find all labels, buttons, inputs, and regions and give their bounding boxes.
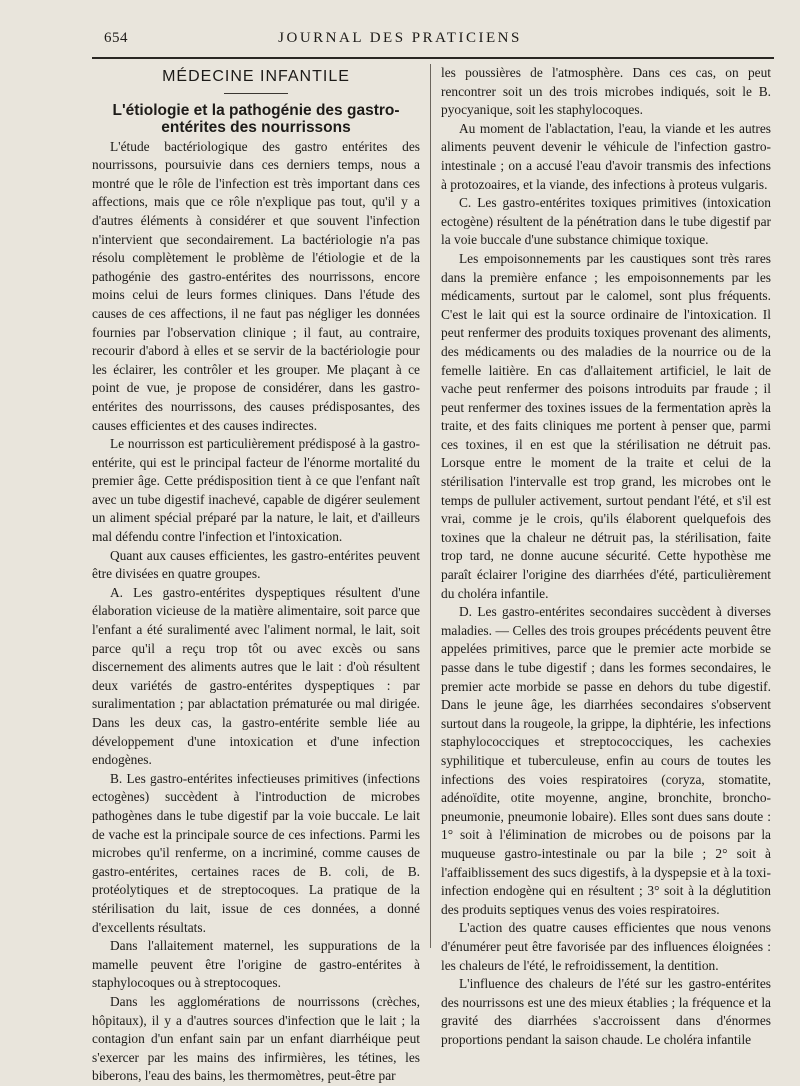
header-rule [92, 57, 774, 59]
left-column [92, 64, 420, 1086]
paragraph: les poussières de l'atmosphère. Dans ces cas, on peut rencontrer soit un des trois microbes indiqués, soit le B. pyocyanique, soit les staphylocoques. [441, 65, 771, 118]
paragraph: Le nourrisson est particulièrement prédisposé à la gastro-entérite, qui est le principal facteur de l'énorme mortalité du premier âge. Cette prédisposition tient à ce que l'enfant naît avec un tube digestif inachevé, capable de digérer seulement un aliment spécial préparé par la nature, le lait, et d'ailleurs mal défendu contre l'infection et l'intoxication. [92, 436, 420, 545]
paragraph: B. Les gastro-entérites infectieuses primitives (infections ectogènes) succèdent à l'introduction de microbes pathogènes dans le tube digestif par la voie buccale. Le lait de vache est la principale source de ces infections. Parmi les microbes qu'il renferme, on a incriminé, comme causes de gastro-entérites, certaines races de B. coli, de B. protéolytiques et de streptocoques. La pratique de la stérilisation du lait, issue de ces données, a donné d'excellents résultats. [92, 770, 420, 935]
paragraph: L'action des quatre causes efficientes que nous venons d'énumérer peut être favorisée par des influences éloignées : les chaleurs de l'été, le refroidissement, la dentition. [441, 920, 771, 973]
paragraph: L'influence des chaleurs de l'été sur les gastro-entérites des nourrissons est une des mieux établies ; la fréquence et la gravité des diarrhées s'accroissent dans d'énormes proportions pendant la saison chaude. Le choléra infantile [441, 976, 771, 1047]
page-header [0, 28, 800, 52]
paragraph: A. Les gastro-entérites dyspeptiques résultent d'une élaboration vicieuse de la matière alimentaire, soit parce que l'enfant a été suralimenté avec l'aliment normal, le lait, soit parce qu'il a reçu trop tôt ou avec excès ou sans discernement des aliments autres que le lait : d'où résultent deux variétés de gastro-entérites dyspeptiques : par suralimentation ; par ablactation prématurée ou mal dirigée. Dans les deux cas, la gastro-entérite semble liée au développement d'une intoxication et d'une infection endogènes. [92, 584, 420, 768]
article-title: L'étiologie et la pathogénie des gastro-entérites des nourrissons [112, 101, 400, 136]
paragraph: Les empoisonnements par les caustiques sont très rares dans la première enfance ; les empoisonnements par les médicaments, surtout par le calomel, sont plus fréquents. C'est le lait qui est la source ordinaire de l'intoxication. Il peut renfermer des produits toxiques provenant des aliments, des médicaments ou des maladies de la nourrice ou de la femelle laitière. En cas d'allaitement artificiel, le lait de vache peut renfermer des poisons introduits par fraude ; il peut renfermer des toxines issues de la fermentation après la traite, et des faits cliniques me portent à penser que, parmi ces toxines, il en est que la stérilisation ne détruit pas. Lorsque entre le moment de la traite et celui de la stérilisation l'intervalle est trop grand, les microbes ont le temps de pulluler activement, surtout pendant l'été, et s'il est vrai, comme je le crois, qu'ils élaborent quelquefois des toxines que la chaleur ne détruit pas, la stérilisation, faite trop tard, ne donne aucune sécurité. Cette hypothèse me paraît éclairer l'origine des diarrhées d'été, particulièrement du choléra infantile. [441, 250, 771, 601]
paragraph: D. Les gastro-entérites secondaires succèdent à diverses maladies. — Celles des trois groupes précédents peuvent être appelées primitives, parce que le premier acte morbide se passe dans le tube digestif ; dans les formes secondaires, le premier acte morbide se passe en dehors du tube digestif. Dans le jeune âge, les diarrhées secondaires s'observent surtout dans la rougeole, la grippe, la diphtérie, les infections staphylococciques et streptococciques, les cachexies syphilitique et tuberculeuse, enfin au cours de toutes les infections des voies respiratoires (coryza, stomatite, adénoïdite, otite moyenne, angine, bronchite, broncho-pneumonie, pneumonie lobaire). Elles sont dues sans doute : 1° soit à l'élimination de microbes ou de poisons par la muqueuse gastro-intestinale ou par la bile ; 2° soit à l'affaiblissement des sucs digestifs, à la dyspepsie et à la toxi-infection endogène qui en résultent ; 3° soit à la déglutition des produits septiques venus des voies respiratoires. [441, 604, 771, 917]
section-rule [224, 93, 288, 94]
column-divider [430, 64, 431, 948]
paragraph: Quant aux causes efficientes, les gastro-entérites peuvent être divisées en quatre groupes. [92, 547, 420, 582]
page-number: 654 [104, 30, 128, 46]
journal-title: JOURNAL DES PRATICIENS [278, 30, 522, 46]
section-title: MÉDECINE INFANTILE [162, 68, 350, 85]
paragraph: L'étude bactériologique des gastro entérites des nourrissons, poursuivie dans ces derniers temps, nous a montré que le rôle de l'infection est très important dans ces affections, mais que ce rôle n'explique pas tout, qu'il y a d'autres éléments à considérer et que souvent l'infection n'intervient que secondairement. La bactériologie n'a pas résolu complètement le problème de l'étiologie et de la pathogénie des gastro-entérites des nourrissons, encore moins celui de leurs formes cliniques. Dans l'étude des causes de ces affections, il ne faut pas négliger les données fournies par l'observation clinique ; il faut, au contraire, recourir d'abord à elles et se servir de la bactériologie pour les éclairer, les contrôler et les grouper. Me plaçant à ce point de vue, je propose de considérer, dans les gastro-entérites des nourrissons, des causes prédisposantes, des causes efficientes et des causes indirectes. [92, 138, 420, 433]
paragraph: Dans l'allaitement maternel, les suppurations de la mamelle peuvent être l'origine de gastro-entérites à staphylocoques ou à streptocoques. [92, 938, 420, 991]
paragraph: Dans les agglomérations de nourrissons (crèches, hôpitaux), il y a d'autres sources d'infection que le lait ; la contagion d'un enfant sain par un enfant diarrhéique peut s'exercer par les mains des infirmières, les tétines, les biberons, l'eau des bains, les thermomètres, peut-être par [92, 993, 420, 1084]
paragraph: C. Les gastro-entérites toxiques primitives (intoxication ectogène) résultent de la pénétration dans le tube digestif par la voie buccale d'une substance chimique toxique. [441, 195, 771, 248]
paragraph: Au moment de l'ablactation, l'eau, la viande et les autres aliments peuvent devenir le véhicule de l'infection gastro-intestinale ; on a accusé l'eau d'avoir transmis des infections à protozoaires, et la viande, des infections à proteus vulgaris. [441, 120, 771, 192]
right-column [441, 64, 771, 1049]
